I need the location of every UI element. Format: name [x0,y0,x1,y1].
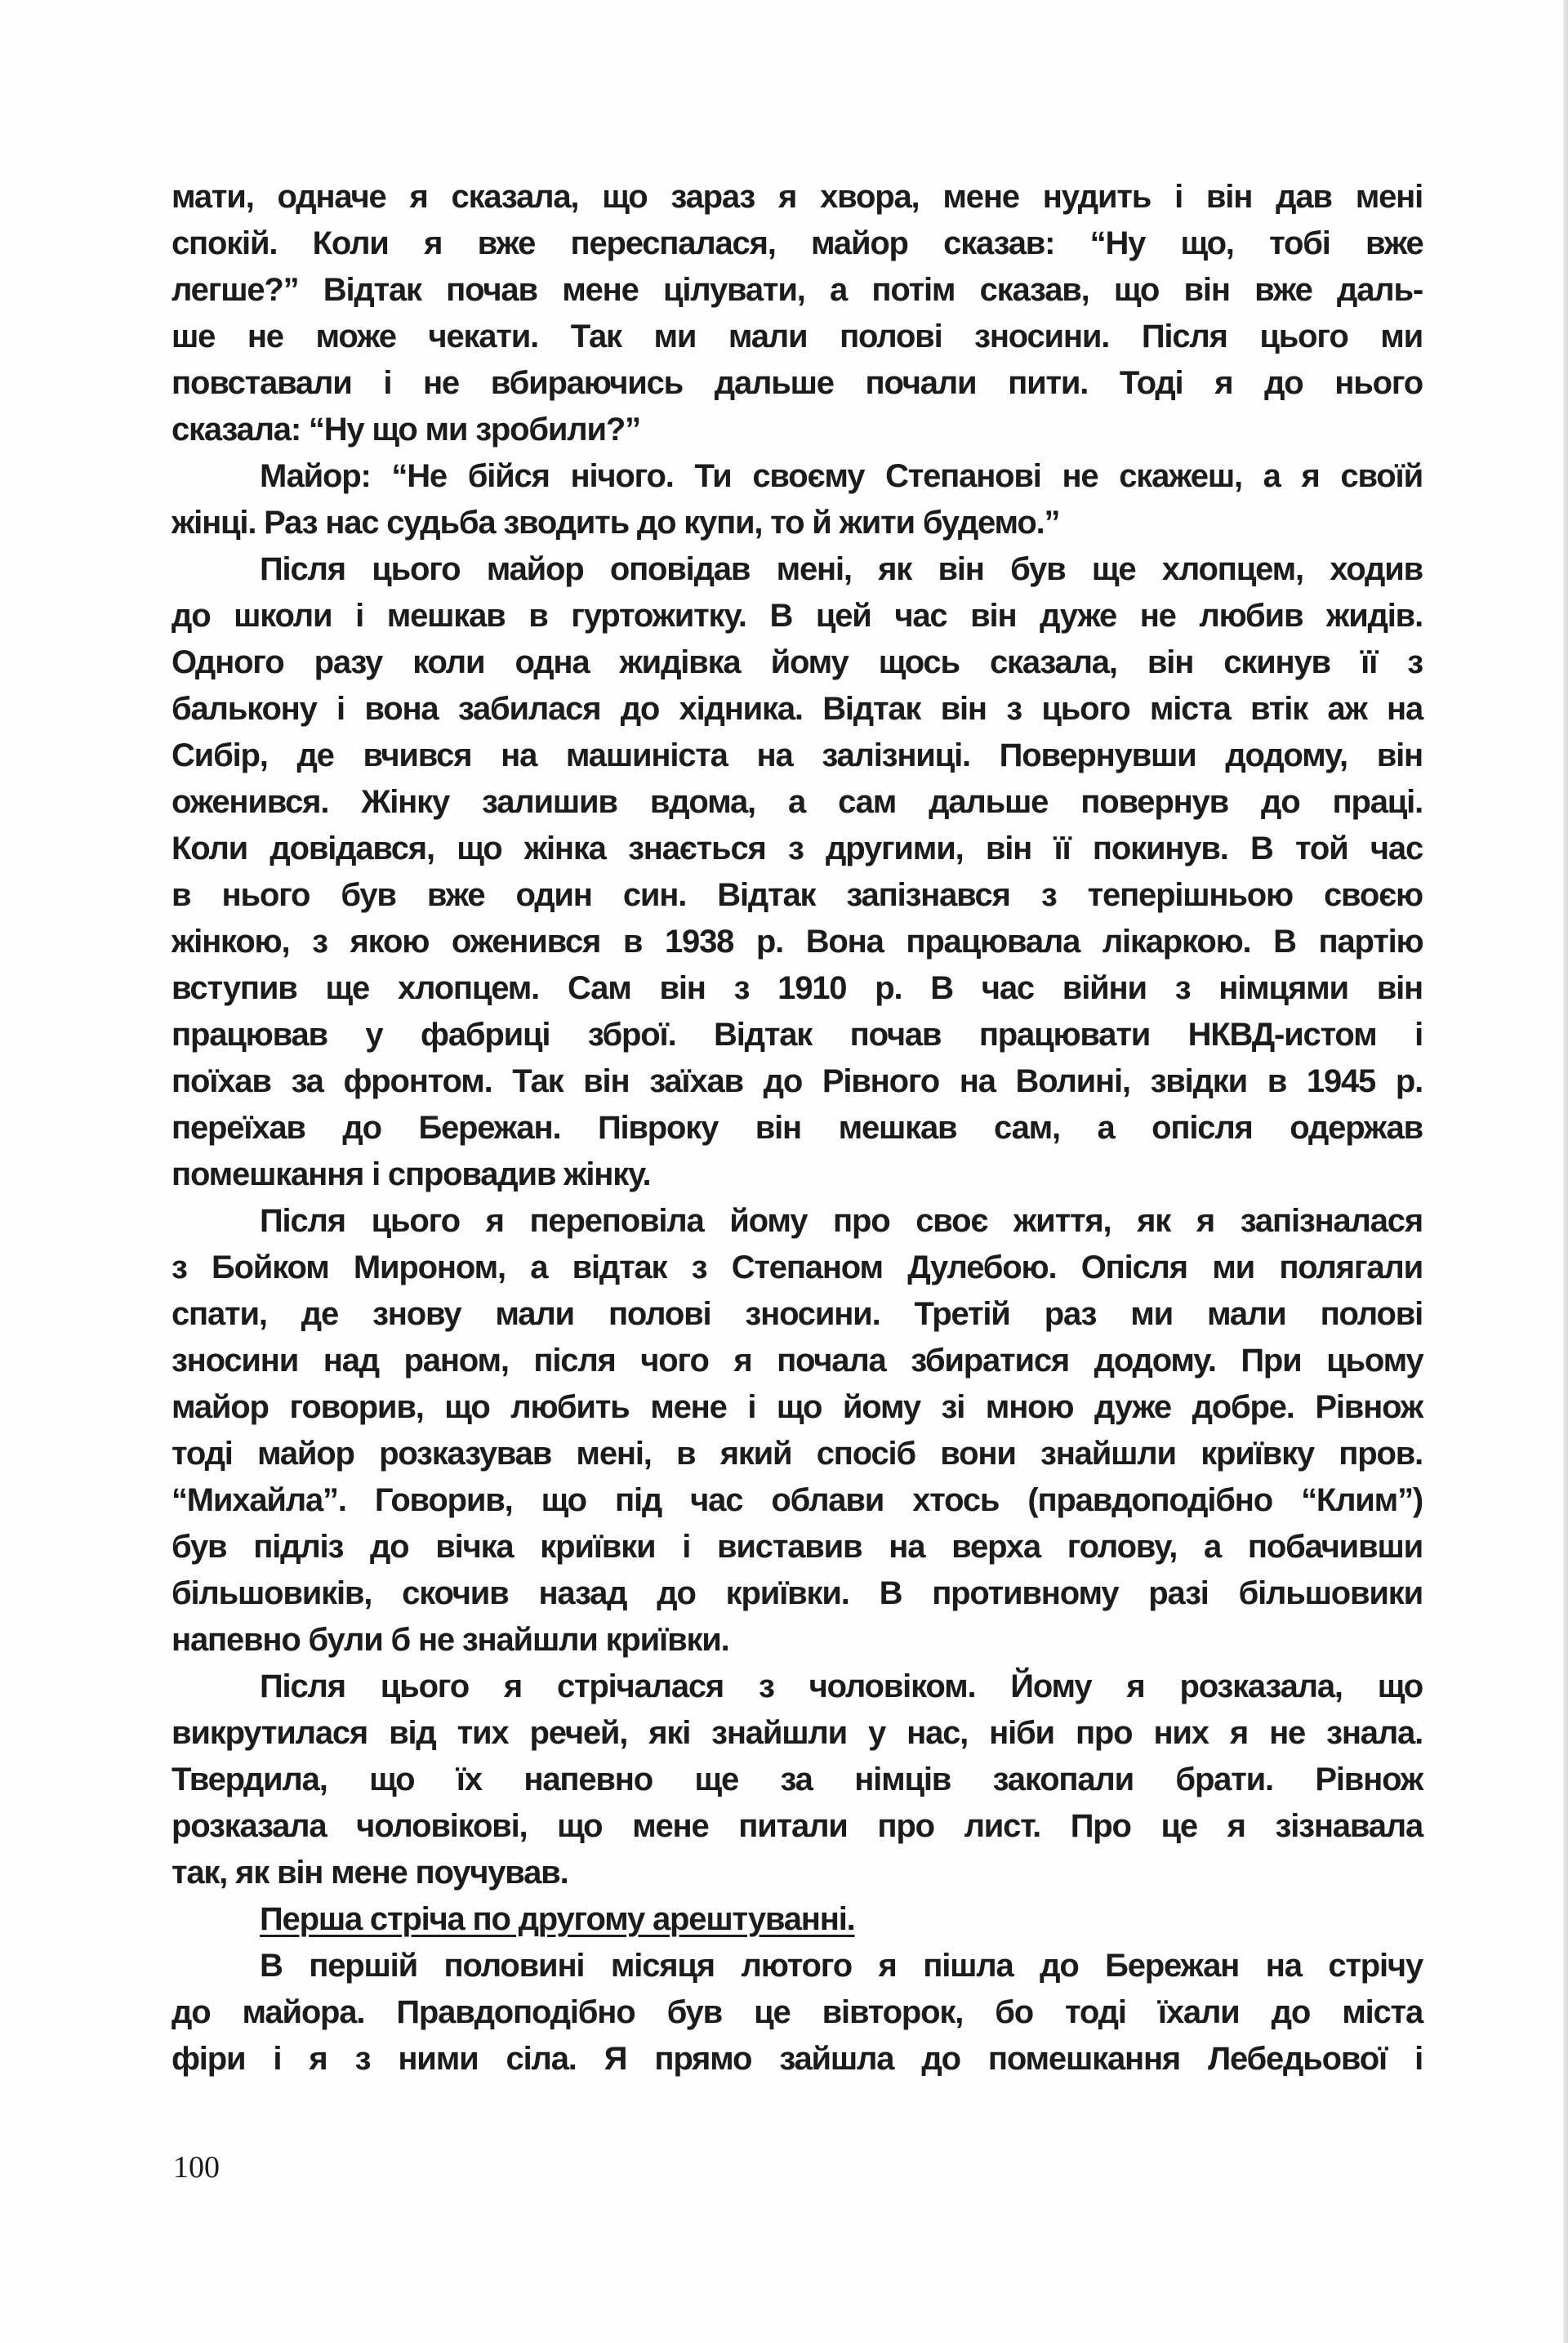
text-line: помешкання і спровадив жінку. [172,1156,651,1192]
text-line: ше не може чекати. Так ми мали полові зносини. Після цього ми [172,318,1423,354]
text-line: мати, одначе я сказала, що зараз я хвора, мене нудить і він дав мені [172,179,1423,215]
text-line: викрутилася від тих речей, які знайшли у нас, ніби про них я не знала. [172,1715,1423,1751]
text-line: майор говорив, що любить мене і що йому зі мною дуже добре. Рівнож [172,1389,1423,1425]
text-line: сказала: “Ну що ми зробили?” [172,412,640,448]
text-line: спати, де знову мали полові зносини. Третій раз ми мали полові [172,1296,1423,1332]
text-line: був підліз до вічка криївки і виставив на верха голову, а побачивши [172,1529,1423,1565]
text-line: з Бойком Мироном, а відтак з Степаном Дулебою. Опісля ми полягали [172,1249,1423,1285]
text-line: поїхав за фронтом. Так він заїхав до Рівного на Волині, звідки в 1945 р. [172,1063,1423,1099]
text-line: балькону і вона забилася до хідника. Відтак він з цього міста втік аж на [172,691,1423,727]
text-line: Сибір, де вчився на машиніста на залізниці. Повернувши додому, він [172,737,1423,773]
text-line: повставали і не вбираючись дальше почали пити. Тоді я до нього [172,365,1423,401]
text-line: спокій. Коли я вже переспалася, майор сказав: “Ну що, тобі вже [172,225,1423,261]
text-line: до майора. Правдоподібно був це вівторок, бо тоді їхали до міста [172,1994,1423,2030]
text-line: Майор: “Не бійся нічого. Ти своєму Степанові не скажеш, а я своїй [260,458,1423,494]
text-line: оженився. Жінку залишив вдома, а сам дальше повернув до праці. [172,784,1423,820]
text-line: переїхав до Бережан. Півроку він мешкав сам, а опісля одержав [172,1110,1423,1146]
text-line: зносини над раном, після чого я почала збиратися додому. При цьому [172,1343,1423,1379]
section-heading-text: Перша стріча по другому арештуванні. [260,1901,855,1937]
text-line: жінкою, з якою оженився в 1938 р. Вона працювала лікаркою. В партію [172,924,1423,960]
text-line: до школи і мешкав в гуртожитку. В цей час він дуже не любив жидів. [172,598,1423,634]
text-line: розказала чоловікові, що мене питали про лист. Про це я зізнавала [172,1808,1423,1844]
page-edge-shadow [1563,0,1568,2343]
text-line: вступив ще хлопцем. Сам він з 1910 р. В час війни з німцями він [172,970,1423,1006]
text-line: В першій половині місяця лютого я пішла до Бережан на стрічу [260,1948,1423,1984]
text-line: Після цього я переповіла йому про своє життя, як я запізналася [260,1203,1423,1239]
text-line: жінці. Раз нас судьба зводить до купи, то й жити будемо.” [172,505,1060,541]
text-line: працював у фабриці зброї. Відтак почав працювати НКВД-истом і [172,1017,1423,1053]
body-text [172,174,1423,2082]
text-line: Коли довідався, що жінка знається з другими, він її покинув. В той час [172,831,1423,866]
text-line: легше?” Відтак почав мене цілувати, а потім сказав, що він вже даль- [172,272,1423,308]
text-line: Одного разу коли одна жидівка йому щось сказала, він скинув її з [172,644,1423,680]
text-line: Твердила, що їх напевно ще за німців закопали брати. Рівнож [172,1762,1423,1797]
text-line: Після цього майор оповідав мені, як він був ще хлопцем, ходив [260,551,1423,587]
text-line: “Михайла”. Говорив, що під час облави хтось (правдоподібно “Клим”) [172,1482,1423,1518]
text-line: так, як він мене поучував. [172,1855,568,1891]
text-line: напевно були б не знайшли криївки. [172,1622,729,1658]
section-heading [172,1896,1423,1943]
page-number: 100 [173,2150,220,2185]
text-line: в нього був вже один син. Відтак запізнався з теперішньою своєю [172,877,1423,913]
text-line: більшовиків, скочив назад до криївки. В противному разі більшовики [172,1575,1423,1611]
text-line: Після цього я стрічалася з чоловіком. Йому я розказала, що [260,1668,1423,1704]
text-line: фіри і я з ними сіла. Я прямо зайшла до помешкання Лебедьової і [172,2041,1423,2077]
text-line: тоді майор розказував мені, в який спосіб вони знайшли криївку пров. [172,1436,1423,1472]
